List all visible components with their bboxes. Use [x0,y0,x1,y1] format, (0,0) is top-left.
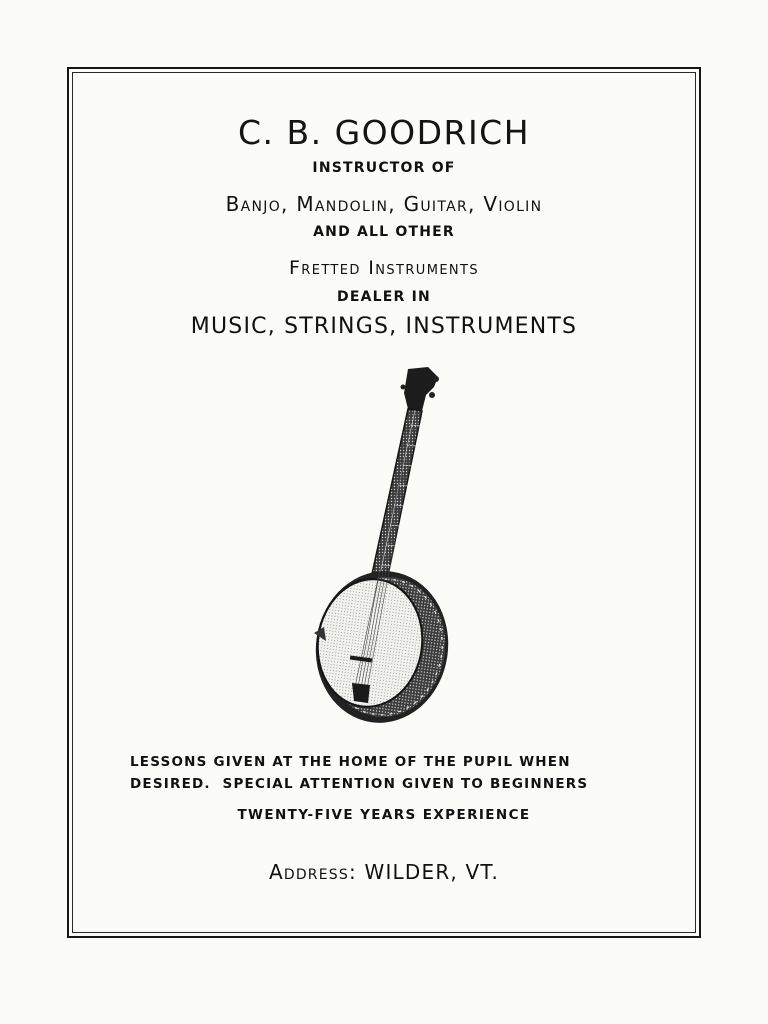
instruments-list: Banjo, Mandolin, Guitar, Violin [225,192,543,216]
business-name: C. B. GOODRICH [237,113,531,152]
address-value: WILDER, VT. [364,860,500,884]
and-all-other-label: AND ALL OTHER [313,224,455,240]
fretted-instruments: Fretted Instruments [288,257,480,279]
address-label: Address: [268,860,357,884]
dealer-in-label: DEALER IN [337,289,431,305]
lessons-line-1: LESSONS GIVEN AT THE HOME OF THE PUPIL WHEN [130,754,571,770]
lessons-line-2: DESIRED. SPECIAL ATTENTION GIVEN TO BEGINNERS [130,776,589,792]
banjo-illustration [300,365,450,727]
lessons-notice [130,751,640,795]
experience-line: TWENTY-FIVE YEARS EXPERIENCE [237,807,531,823]
address-line [72,860,696,884]
merchandise-line: MUSIC, STRINGS, INSTRUMENTS [190,314,578,339]
instructor-of-label: INSTRUCTOR OF [312,160,456,176]
